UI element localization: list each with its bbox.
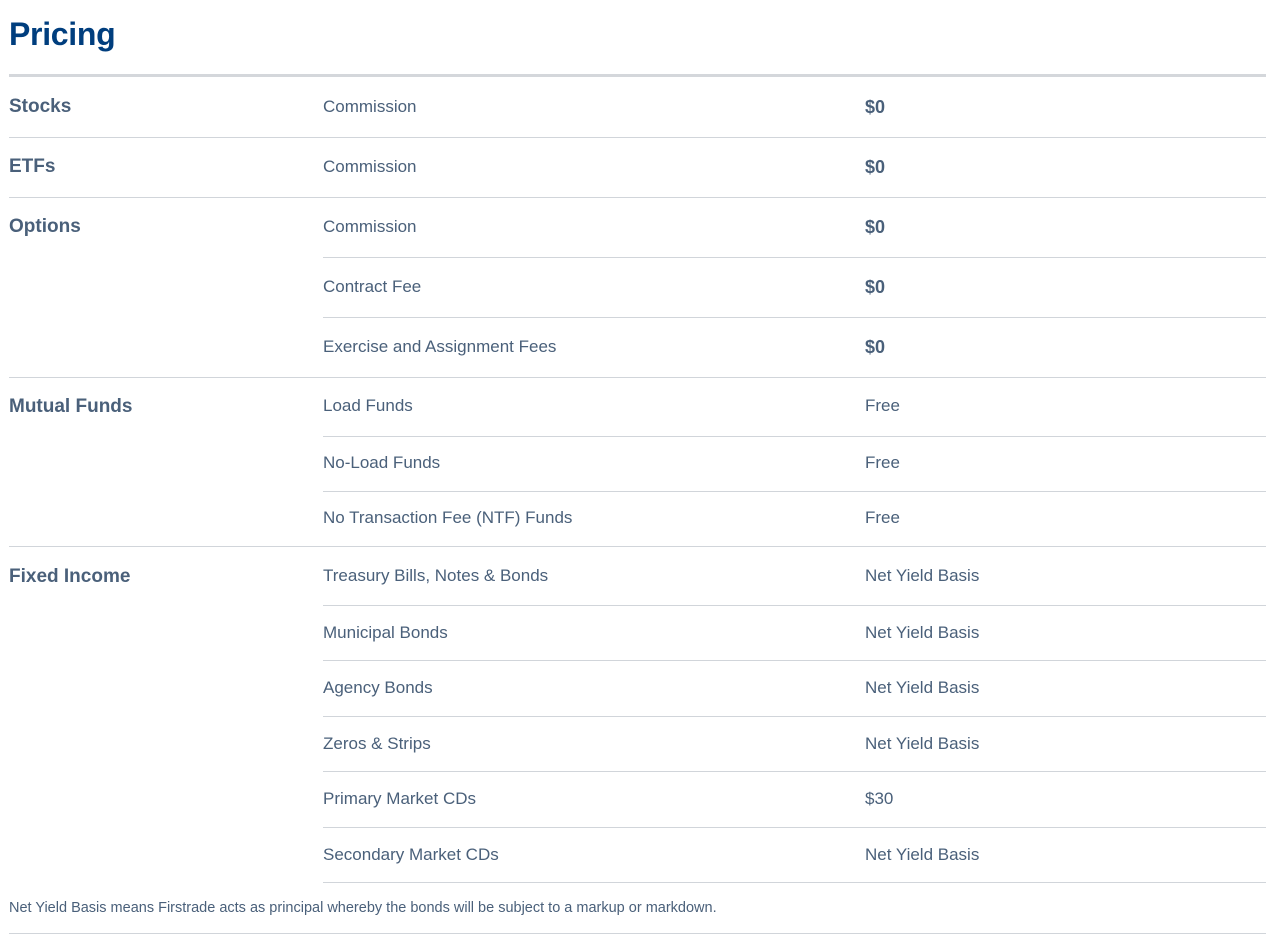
row-item-label: Agency Bonds — [323, 678, 433, 697]
category-label: ETFs — [9, 156, 56, 177]
row-price: $0 — [865, 97, 886, 117]
row-item-label: Treasury Bills, Notes & Bonds — [323, 566, 549, 585]
row-item-label: Commission — [323, 157, 417, 176]
pricing-row — [323, 606, 1266, 661]
row-price: Net Yield Basis — [865, 678, 980, 697]
pricing-group-options — [9, 198, 1266, 378]
row-item-label: Contract Fee — [323, 277, 422, 296]
row-price: Free — [865, 396, 900, 415]
pricing-row — [323, 437, 1266, 492]
pricing-row — [323, 661, 1266, 717]
row-price: $30 — [865, 789, 894, 808]
pricing-group-mutual-funds — [9, 378, 1266, 547]
row-item-label: No Transaction Fee (NTF) Funds — [323, 508, 573, 527]
row-item-label: Load Funds — [323, 396, 413, 415]
row-item-label: Municipal Bonds — [323, 623, 448, 642]
pricing-row — [323, 717, 1266, 772]
category-label: Options — [9, 216, 81, 237]
pricing-row — [323, 138, 1266, 198]
row-item-label: No-Load Funds — [323, 453, 441, 472]
row-price: Net Yield Basis — [865, 566, 980, 585]
row-item-label: Primary Market CDs — [323, 789, 477, 808]
pricing-group-stocks — [9, 77, 1266, 138]
row-price: $0 — [865, 217, 886, 237]
pricing-row — [323, 378, 1266, 437]
row-item-label: Secondary Market CDs — [323, 845, 499, 864]
pricing-row — [323, 258, 1266, 318]
pricing-row — [323, 318, 1266, 378]
row-item-label: Commission — [323, 217, 417, 236]
row-price: Net Yield Basis — [865, 623, 980, 642]
category-label: Fixed Income — [9, 566, 131, 587]
row-price: Net Yield Basis — [865, 845, 980, 864]
row-price: $0 — [865, 157, 886, 177]
row-price: Free — [865, 508, 900, 527]
pricing-row — [323, 77, 1266, 138]
row-item-label: Commission — [323, 97, 417, 116]
category-label: Mutual Funds — [9, 396, 133, 417]
row-price: Net Yield Basis — [865, 734, 980, 753]
pricing-group-fixed-income — [9, 547, 1266, 883]
row-price: $0 — [865, 277, 886, 297]
pricing-row — [323, 198, 1266, 258]
row-price: $0 — [865, 337, 886, 357]
row-price: Free — [865, 453, 900, 472]
category-label: Stocks — [9, 96, 72, 117]
bottom-divider — [9, 933, 1266, 934]
row-item-label: Exercise and Assignment Fees — [323, 337, 557, 356]
pricing-group-etfs — [9, 138, 1266, 198]
row-divider — [323, 882, 1266, 883]
pricing-row — [323, 492, 1266, 547]
pricing-row — [323, 772, 1266, 828]
pricing-row — [323, 828, 1266, 883]
footnote: Net Yield Basis means Firstrade acts as principal whereby the bonds will be subject to a markup or markdown. — [9, 900, 717, 916]
pricing-row — [323, 547, 1266, 606]
row-item-label: Zeros & Strips — [323, 734, 431, 753]
page-title: Pricing — [9, 16, 116, 52]
